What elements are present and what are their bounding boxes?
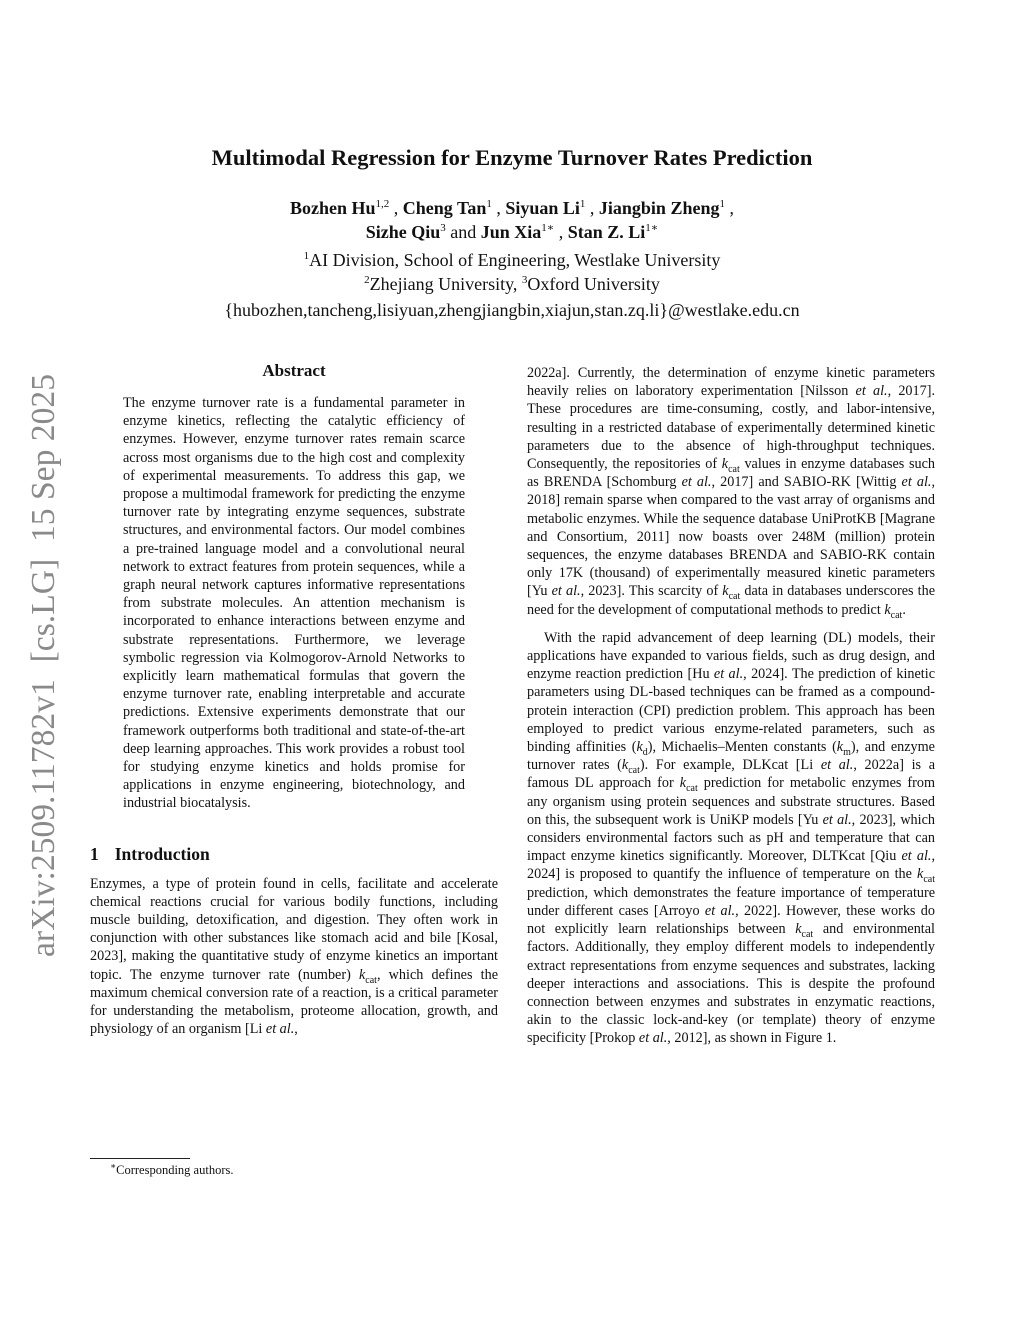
author-name: Jiangbin Zheng [598, 198, 720, 218]
text-run: , 2018] remain sparse when compared to the vast array of organisms and metabolic enzymes. While the sequence database UniProtKB [Magrane and Consortium, 2011] now boasts over 248M (million) protein sequences, the enzyme databases BRENDA and SABIO-RK contain only 17K (thousand) of experimentally measured kinetic parameters [Yu [527, 474, 935, 600]
affiliation-1-text: AI Division, School of Engineering, Westlake University [309, 250, 721, 270]
citation-et-al: et al. [638, 1030, 668, 1047]
text-run: , 2022a] is a famous DL approach for [527, 757, 936, 792]
citation-et-al: et al. [822, 811, 852, 828]
math-symbol: k [722, 583, 729, 600]
text-run: , 2017] and SABIO-RK [Wittig [711, 474, 902, 491]
author-affiliation-mark: 3 [440, 222, 446, 234]
paper-title: Multimodal Regression for Enzyme Turnover Rates Prediction [211, 145, 813, 170]
text-run: . [902, 601, 906, 618]
left-column [90, 360, 498, 1039]
footnote-mark: ∗ [110, 1161, 117, 1171]
math-symbol: k [621, 757, 629, 774]
author-name: Jun Xia [480, 222, 542, 242]
author-name: Sizhe Qiu [365, 222, 441, 242]
math-subscript: cat [728, 463, 740, 475]
author-affiliation-mark: 1∗ [645, 222, 659, 234]
math-subscript: cat [801, 928, 814, 940]
citation-et-al: et al. [901, 848, 932, 865]
text-run: prediction, which demonstrates the feature importance of temperature under different cases [Arroyo [527, 884, 935, 919]
text-run: , which defines the maximum chemical conversion rate of a reaction, is a critical parameter for understanding the metabolism, proteome allocation, growth, and physiology of an organism [Li [90, 966, 498, 1038]
text-run: and environmental factors. Additionally, they employ different models to independently extract representations from enzyme sequences and substrates, lacking deeper interactions and associations. This is despite the profound connection between enzymes and substrates in enzymatic reactions, akin to the classic lock-and-key (or template) theory of enzyme specificity [Prokop [527, 921, 935, 1047]
text-run: Enzymes, a type of protein found in cells, facilitate and accelerate chemical reactions crucial for various bodily functions, including muscle building, detoxification, and digestion. They often work in conjunction with other substances like stomach acid and bile [Kosal, 2023], making the quantitative study of enzyme kinetics an important topic. The enzyme turnover rate (number) [90, 875, 498, 983]
author-affiliation-mark: 1 [719, 198, 725, 210]
text-run: ). For example, DLKcat [Li [639, 757, 821, 774]
citation-et-al: et al. [704, 902, 736, 919]
affiliation-2-text: Zhejiang University, [369, 274, 522, 294]
author-separator: , [724, 198, 734, 218]
author-separator: , [585, 198, 599, 218]
author-affiliation-mark: 1 [579, 198, 586, 210]
math-symbol: k [679, 775, 687, 792]
author-name: Cheng Tan [402, 198, 487, 218]
math-symbol: k [721, 456, 729, 473]
math-subscript: cat [923, 874, 935, 886]
author-name: Bozhen Hu [290, 198, 376, 218]
affiliation-1-mark: 1 [303, 250, 310, 262]
math-subscript: cat [686, 783, 698, 795]
author-line-1 [0, 196, 1024, 220]
footnote [90, 1162, 233, 1178]
introduction-paragraph-1-continued [527, 364, 935, 619]
math-subscript: cat [365, 974, 377, 986]
math-symbol: k [358, 966, 366, 983]
citation-et-al: et al. [551, 583, 581, 600]
affiliation-3-text: Oxford University [527, 274, 660, 294]
author-emails: {hubozhen,tancheng,lisiyuan,zhengjiangbin,xiajun,stan.zq.li}@westlake.edu.cn [224, 300, 800, 320]
math-symbol: k [795, 921, 802, 938]
math-subscript: cat [628, 765, 640, 777]
text-run: With the rapid advancement of deep learning (DL) models, their applications have expanded to various fields, such as drug design, and enzyme reaction prediction [Hu [527, 629, 935, 683]
author-separator: , [389, 198, 403, 218]
citation-et-al: et al. [713, 666, 744, 683]
math-subscript: cat [890, 609, 903, 621]
text-run: , 2024] is proposed to quantify the influence of temperature on the [527, 848, 935, 883]
author-affiliation-mark: 1,2 [375, 198, 390, 210]
text-run: , 2024]. The prediction of kinetic parameters using DL-based techniques can be framed as a compound-protein interaction (CPI) prediction problem. This approach has been employed to predict various enzyme-related parameters, such as binding affinities ( [527, 666, 935, 756]
footnote-text: Corresponding authors. [116, 1163, 234, 1177]
math-symbol: k [917, 866, 924, 883]
arxiv-stamp-text: arXiv:2509.11782v1 [cs.LG] 15 Sep 2025 [25, 375, 62, 957]
author-separator: , [554, 222, 568, 242]
author-list [0, 196, 1024, 244]
right-column [527, 364, 935, 1048]
math-subscript: cat [728, 591, 741, 603]
abstract-heading: Abstract [262, 361, 326, 380]
text-run: data in databases underscores the need for the development of computational methods to predict [527, 583, 935, 618]
text-run: ), Michaelis–Menten constants ( [647, 739, 837, 756]
affiliation-3-mark: 3 [521, 274, 528, 286]
text-run: ), and enzyme turnover rates ( [527, 739, 935, 774]
author-line-2 [0, 220, 1024, 244]
math-subscript: m [843, 746, 851, 758]
affiliation-2-mark: 2 [364, 274, 370, 286]
citation-et-al: et al. [820, 757, 854, 774]
text-run: , 2023]. This scarcity of [580, 583, 723, 600]
author-name: Stan Z. Li [567, 222, 646, 242]
section-number: 1 [90, 843, 99, 864]
affiliations [0, 248, 1024, 322]
affiliation-2-3 [0, 272, 1024, 296]
citation-et-al: et al. [855, 383, 888, 400]
author-affiliation-mark: 1∗ [541, 222, 555, 234]
text-run: , 2017]. These procedures are time-consuming, costly, and labor-intensive, resulting in a restricted database of experimentally determined kinetic parameters due to the absence of high-throughput techniques. Consequently, the repositories of [527, 383, 935, 473]
math-symbol: k [836, 739, 844, 756]
introduction-paragraph-2 [527, 629, 935, 1048]
text-run: , 2022]. However, these works do not explicitly learn relationships between [527, 902, 935, 938]
introduction-heading [90, 843, 498, 865]
citation-et-al: et al. [901, 474, 932, 491]
text-run: , 2023], which considers environmental factors such as pH and temperature that can impact enzyme kinetics significantly. Moreover, DLTKcat [Qiu [527, 811, 935, 865]
citation-et-al: et al. [681, 474, 712, 491]
math-subscript: d [642, 746, 648, 758]
text-run: , [294, 1021, 298, 1038]
author-name: Siyuan Li [505, 198, 580, 218]
text-run: values in enzyme databases such as BRENDA [Schomburg [527, 456, 935, 491]
affiliation-1 [0, 248, 1024, 272]
author-affiliation-mark: 1 [486, 198, 492, 210]
author-separator: and [445, 222, 481, 242]
arxiv-identifier-stamp [14, 372, 70, 957]
math-symbol: k [884, 601, 891, 618]
text-run: , 2012], as shown in Figure 1. [667, 1030, 837, 1047]
introduction-paragraph-1 [90, 875, 498, 1039]
text-run: prediction for metabolic enzymes from any organism using protein sequences and substrate structures. Based on this, the subsequent work is UniKP models [Yu [527, 775, 936, 828]
citation-et-al: et al. [265, 1021, 295, 1038]
math-symbol: k [636, 739, 643, 756]
footnote-divider [90, 1158, 190, 1159]
author-separator: , [491, 198, 506, 218]
abstract-body: The enzyme turnover rate is a fundamental parameter in enzyme kinetics, reflecting the catalytic efficiency of enzymes. However, enzyme turnover rates remain scarce across most organisms due to the high cost and complexity of experimental measurements. To address this gap, we propose a multimodal framework for predicting the enzyme turnover rate by integrating enzyme sequences, substrate structures, and environmental factors. Our model combines a pre-trained language model and a convolutional neural network to extract features from protein sequences, while a graph neural network captures informative representations from substrate molecules. An attention mechanism is incorporated to enhance interactions between enzyme and substrate representations. Furthermore, we leverage symbolic regression via Kolmogorov-Arnold Networks to explicitly learn mathematical formulas that govern the enzyme turnover rate, enabling interpretable and accurate predictions. Extensive experiments demonstrate that our framework outperforms both traditional and state-of-the-art deep learning approaches. This work provides a robust tool for studying enzyme kinetics and holds promise for applications in enzyme engineering, biotechnology, and industrial biocatalysis. [123, 395, 465, 812]
section-title: Introduction [114, 843, 210, 864]
text-run: 2022a]. Currently, the determination of enzyme kinetic parameters heavily relies on laboratory experimentation [Nilsson [527, 365, 935, 400]
